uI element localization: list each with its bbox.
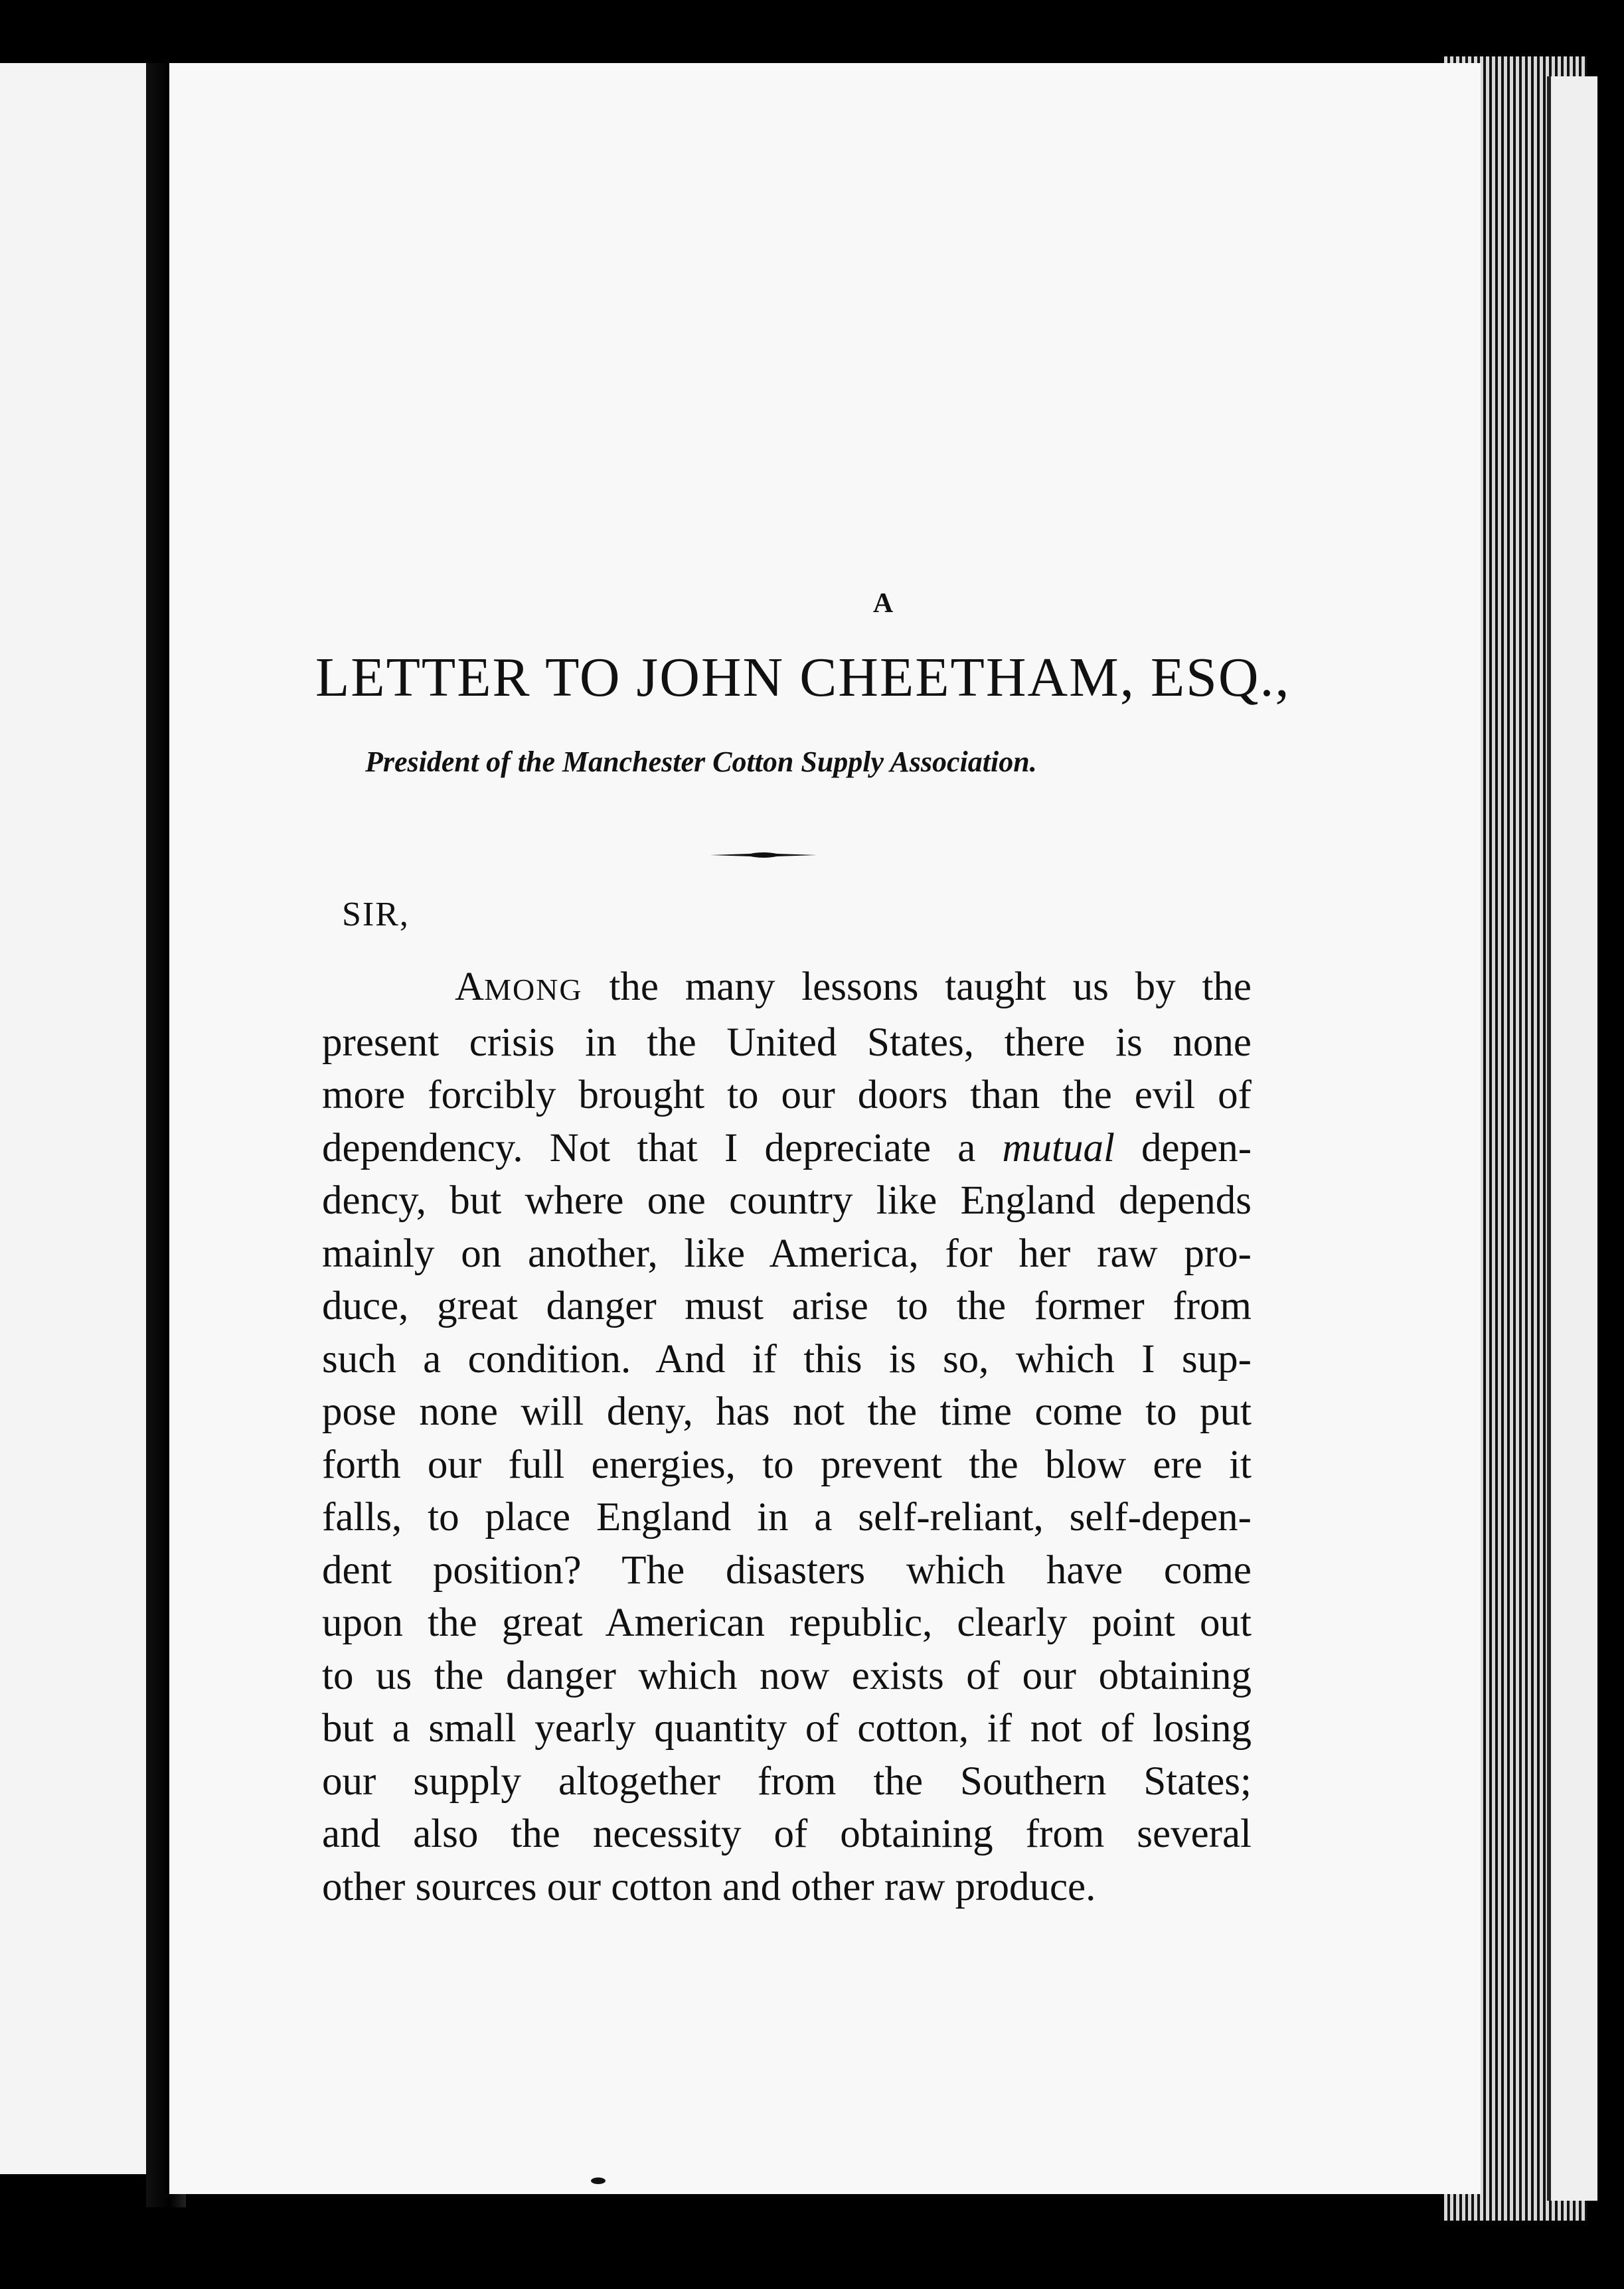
- body-line: dency, but where one country like England depends: [322, 1178, 1252, 1223]
- body-line-text: the many lessons taught us by the: [609, 965, 1252, 1010]
- left-page-edge: [0, 63, 150, 2174]
- book-page: [169, 63, 1481, 2194]
- page-stack-outer: [1547, 76, 1597, 2201]
- body-line: more forcibly brought to our doors than the evil of: [322, 1073, 1252, 1118]
- title-article: A: [872, 588, 894, 619]
- body-line-text: depen-: [1114, 1125, 1252, 1170]
- page-subtitle: President of the Manchester Cotton Supply Association.: [365, 746, 1037, 779]
- body-line: [322, 961, 1252, 1016]
- body-line: mainly on another, like America, for her raw pro-: [322, 1231, 1252, 1276]
- emphasis-word: mutual: [1002, 1125, 1115, 1170]
- body-line: [322, 1122, 1252, 1175]
- salutation: SIR,: [342, 896, 410, 934]
- body-line: dent position? The disasters which have come: [322, 1547, 1252, 1593]
- body-line: pose none will deny, has not the time come to put: [322, 1389, 1252, 1435]
- body-line: and also the necessity of obtaining from several: [322, 1812, 1252, 1857]
- body-line: but a small yearly quantity of cotton, if not of losing: [322, 1706, 1252, 1751]
- page-content: [315, 588, 1431, 1913]
- page-title: LETTER TO JOHN CHEETHAM, ESQ.,: [315, 647, 1291, 708]
- small-caps-word: MONG: [484, 973, 583, 1007]
- body-line: duce, great danger must arise to the former from: [322, 1284, 1252, 1329]
- body-line: forth our full energies, to prevent the blow ere it: [322, 1442, 1252, 1487]
- page-speck: [591, 2177, 606, 2184]
- body-line: present crisis in the United States, there is none: [322, 1020, 1252, 1065]
- ornamental-rule: [710, 852, 817, 858]
- letter-body: [322, 961, 1252, 1913]
- body-line: such a condition. And if this is so, which I sup-: [322, 1336, 1252, 1381]
- drop-initial: A: [455, 965, 485, 1010]
- body-line: to us the danger which now exists of our obtaining: [322, 1653, 1252, 1698]
- body-line: upon the great American republic, clearly point out: [322, 1601, 1252, 1646]
- rule-ornament-icon: [710, 851, 817, 859]
- body-line-text: dependency. Not that I depreciate a: [322, 1125, 1003, 1170]
- body-line: our supply altogether from the Southern States;: [322, 1759, 1252, 1804]
- body-line: falls, to place England in a self-reliant, self-depen-: [322, 1495, 1252, 1540]
- body-line: other sources our cotton and other raw produce.: [322, 1864, 1096, 1909]
